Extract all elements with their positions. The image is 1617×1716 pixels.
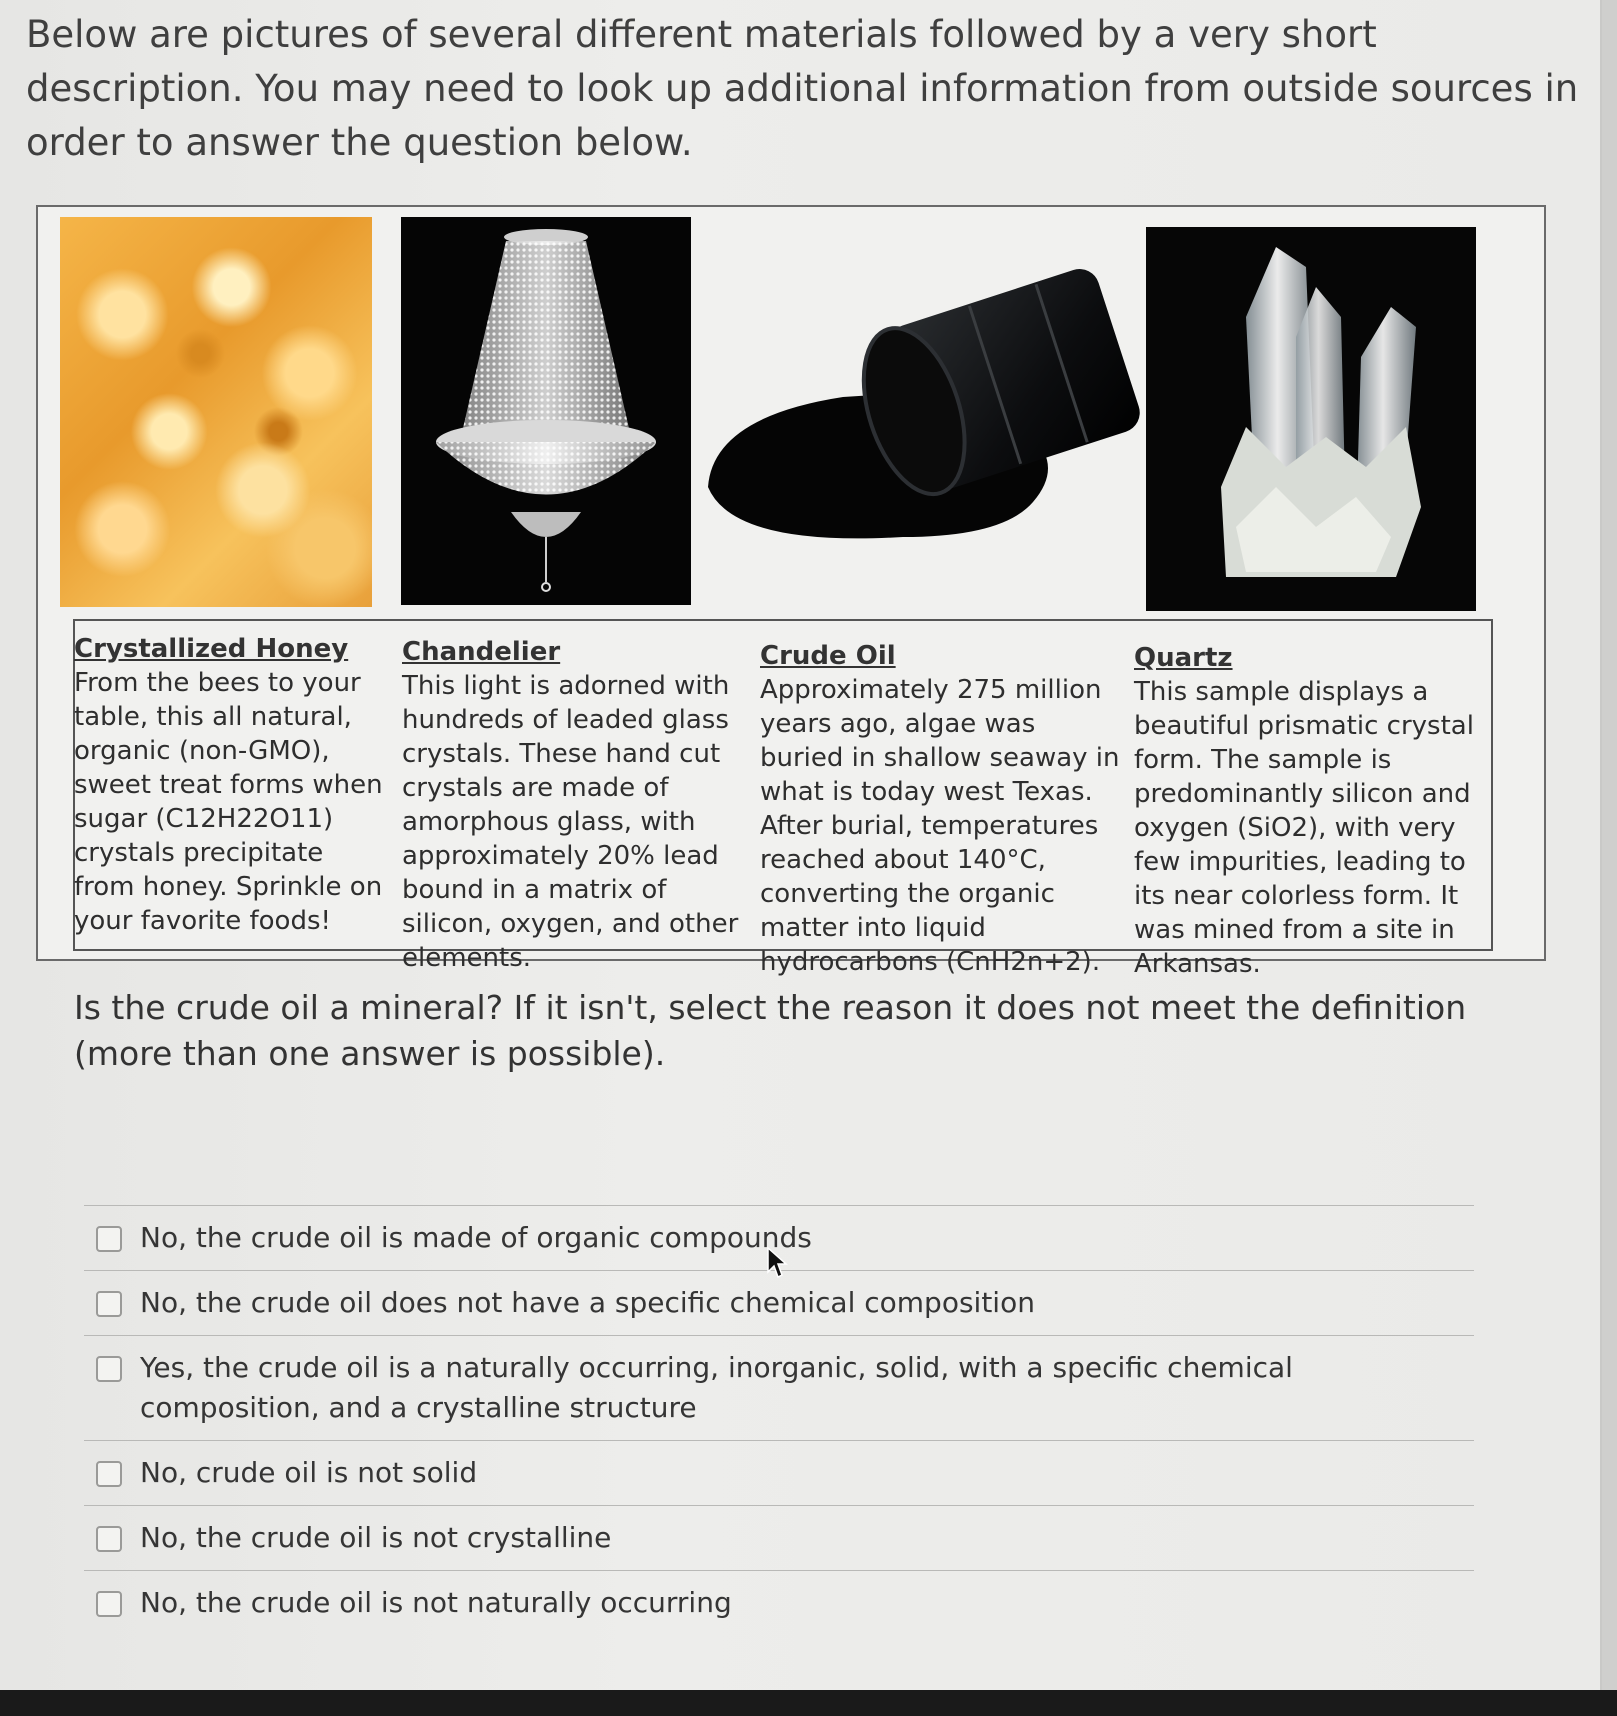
crude-oil-description: Approximately 275 million years ago, algae was buried in shallow seaway in what is today west Texas. After burial, temperatures reached about 140°C, converting the organic matter into liquid hydrocarbons (CnH2n+2). — [760, 675, 1120, 977]
checkbox[interactable] — [96, 1526, 122, 1552]
option-label: No, the crude oil is not crystalline — [140, 1521, 612, 1554]
screen-bottom-bezel — [0, 1690, 1617, 1716]
quartz-caption — [1134, 641, 1484, 981]
materials-panel — [36, 205, 1546, 979]
chandelier-description: This light is adorned with hundreds of leaded glass crystals. These hand cut crystals are made of amorphous glass, with approximately 20% lead bound in a matrix of silicon, oxygen, and other elements. — [402, 671, 739, 973]
crystallized-honey-image — [60, 217, 372, 607]
chandelier-caption — [402, 635, 742, 975]
screen-edge — [1602, 0, 1617, 1690]
checkbox[interactable] — [96, 1461, 122, 1487]
honey-caption — [74, 632, 384, 938]
crude-oil-image — [703, 247, 1183, 577]
intro-text: Below are pictures of several different materials followed by a very short description. You may need to look up additional information from outside sources in order to answer the question below. — [26, 13, 1579, 164]
checkbox[interactable] — [96, 1356, 122, 1382]
option-label: No, crude oil is not solid — [140, 1456, 478, 1489]
quartz-description: This sample displays a beautiful prismatic crystal form. The sample is predominantly silicon and oxygen (SiO2), with very few impurities, leading to its near colorless form. It was mined from a site in Arkansas. — [1134, 677, 1474, 979]
mouse-pointer-icon — [766, 1246, 788, 1280]
option-yes-mineral[interactable] — [84, 1335, 1474, 1440]
option-label: No, the crude oil does not have a specific chemical composition — [140, 1286, 1035, 1319]
chandelier-image — [401, 217, 691, 605]
quartz-title: Quartz — [1134, 643, 1233, 673]
option-label: Yes, the crude oil is a naturally occurring, inorganic, solid, with a specific chemical composition, and a crystalline structure — [140, 1351, 1293, 1424]
checkbox[interactable] — [96, 1226, 122, 1252]
quartz-image — [1146, 227, 1476, 611]
question-text: Is the crude oil a mineral? If it isn't, select the reason it does not meet the definition (more than one answer is possible). — [74, 988, 1467, 1073]
option-label: No, the crude oil is made of organic compounds — [140, 1221, 812, 1254]
honey-title: Crystallized Honey — [74, 634, 349, 664]
crude-oil-caption — [760, 639, 1120, 979]
checkbox[interactable] — [96, 1291, 122, 1317]
option-not-crystalline[interactable] — [84, 1505, 1474, 1570]
option-label: No, the crude oil is not naturally occurring — [140, 1586, 732, 1619]
option-not-naturally-occurring[interactable] — [84, 1570, 1474, 1635]
option-not-solid[interactable] — [84, 1440, 1474, 1505]
checkbox[interactable] — [96, 1591, 122, 1617]
honey-description: From the bees to your table, this all natural, organic (non-GMO), sweet treat forms when sugar (C12H22O11) crystals precipitate from honey. Sprinkle on your favorite foods! — [74, 668, 383, 936]
chandelier-title: Chandelier — [402, 637, 561, 667]
crude-oil-title: Crude Oil — [760, 641, 896, 671]
